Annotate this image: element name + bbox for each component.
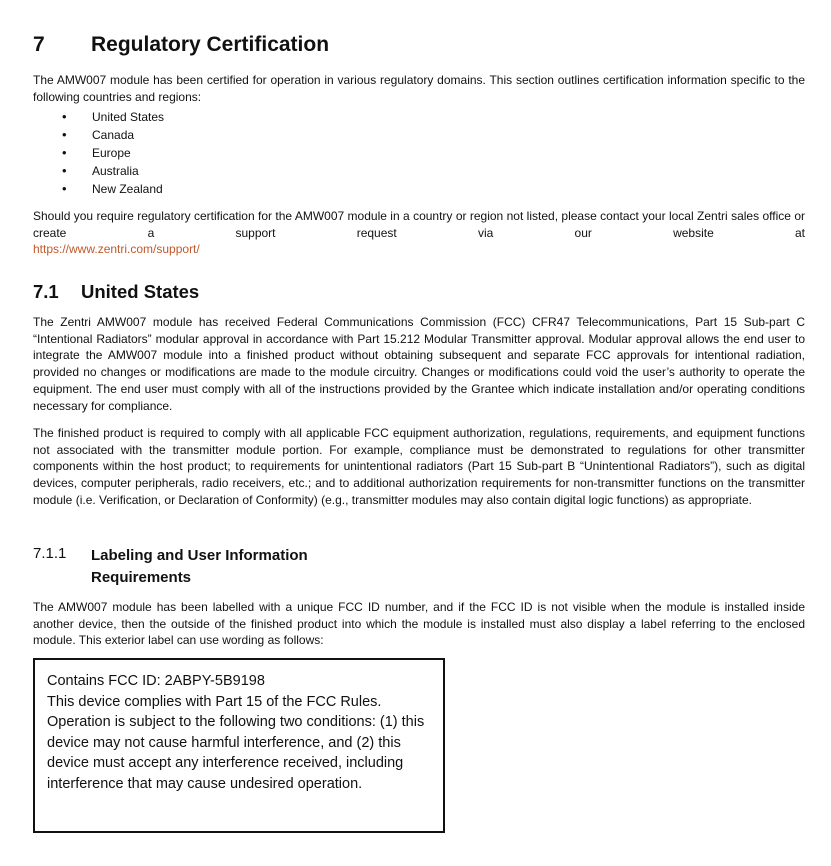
section-intro: The AMW007 module has been certified for operation in various regulatory domains. This section outlines certification information specific to the following countries and regions: xyxy=(33,73,805,104)
list-item: • Canada xyxy=(33,126,164,144)
subsubsection-number: 7.1.1 xyxy=(33,545,67,562)
fcc-statement: This device complies with Part 15 of the FCC Rules. Operation is subject to the following two conditions: (1) this device may not cause harmful interference, and (2) this device must accept any interference received, including interference that may cause undesired operation. xyxy=(47,693,425,792)
list-item: • Europe xyxy=(33,144,164,162)
us-paragraph-2: The finished product is required to comply with all applicable FCC equipment authorization, regulations, requirements, and equipment functions not associated with the transmitter module portion. For example, compliance must be demonstrated to regulations for other transmitter components within the host product; to requirements for unintentional radiators (Part 15 Sub-part B “Unintentional Radiators”), such as digital devices, computer peripherals, radio receivers, etc.; and to additional authorization requirements for non-transmitter functions on the transmitter module (i.e. Verification, or Declaration of Conformity) (e.g., transmitter modules may also contain digital logic functions) as appropriate. xyxy=(33,426,805,507)
us-paragraph-1: The Zentri AMW007 module has received Federal Communications Commission (FCC) CFR47 Telecommunications, Part 15 Sub-part C “Intentional Radiators” modular approval in accordance with Part 15.212 Modular Transmitter approval. Modular approval allows the end user to integrate the AMW007 module into a finished product without obtaining subsequent and separate FCC approvals for intentional radiation, provided no changes or modifications are made to the module circuitry. Changes or modifications could void the user’s authority to operate the equipment. The end user must comply with all of the instructions provided by the Grantee which indicate installation and/or operating conditions necessary for compliance. xyxy=(33,315,805,413)
section-number: 7 xyxy=(33,33,45,56)
list-item: • United States xyxy=(33,108,164,126)
contact-link-line xyxy=(33,241,805,258)
subsection-title: United States xyxy=(81,281,200,302)
contact-text: Should you require regulatory certification for the AMW007 module in a country or region not listed, please contact your local Zentri sales office or create a support request via our website at xyxy=(33,209,805,240)
list-item: • New Zealand xyxy=(33,180,164,198)
support-link[interactable]: https://www.zentri.com/support/ xyxy=(33,242,200,256)
fcc-id-line: Contains FCC ID: 2ABPY-5B9198 xyxy=(47,673,265,689)
subsection-heading xyxy=(33,281,199,303)
subsubsection-title: Labeling and User Information Requirements xyxy=(91,547,308,586)
contact-paragraph xyxy=(33,208,805,241)
section-title: Regulatory Certification xyxy=(91,33,330,56)
region-list xyxy=(33,108,164,198)
section-heading xyxy=(33,33,329,57)
labeling-paragraph: The AMW007 module has been labelled with a unique FCC ID number, and if the FCC ID is not visible when the module is installed inside another device, then the outside of the finished product into which the module is installed must also display a label referring to the enclosed module. This exterior label can use wording as follows: xyxy=(33,600,805,648)
list-item: • Australia xyxy=(33,162,164,180)
subsection-number: 7.1 xyxy=(33,281,59,302)
fcc-label-box xyxy=(33,658,445,833)
